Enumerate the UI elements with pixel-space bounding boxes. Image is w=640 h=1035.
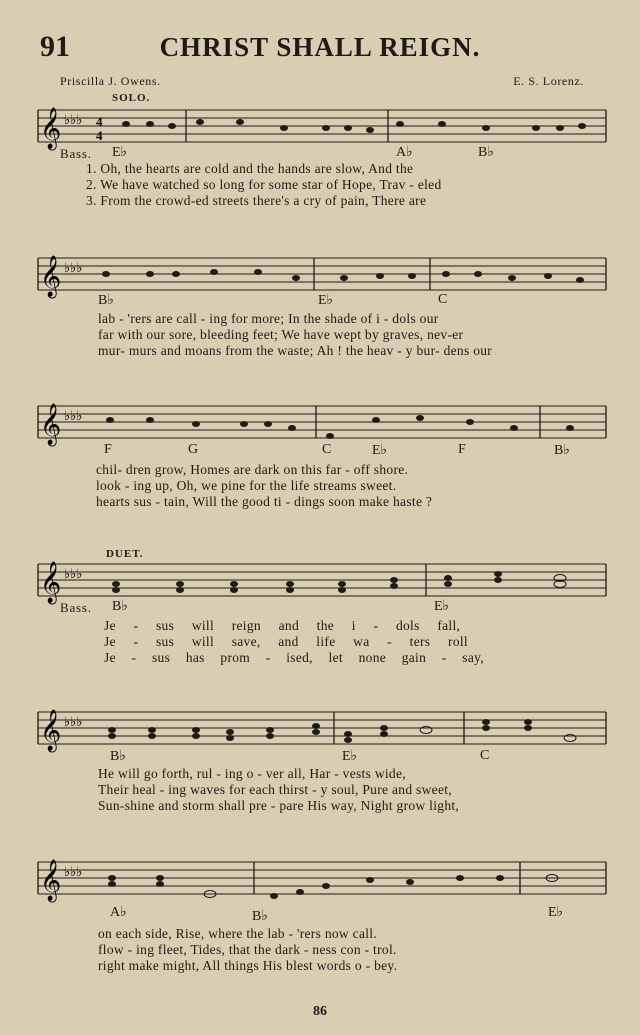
lyric-verse-1: chil- dren grow, Homes are dark on this far - off shore. [96,462,409,477]
chord-symbol: A♭ [110,905,127,920]
lyric-verse-2: Their heal - ing waves for each thirst - y soul, Pure and sweet, [98,782,452,797]
solo-label: SOLO. [112,92,151,104]
chord-symbol: B♭ [112,599,128,614]
chord-symbol: B♭ [554,443,570,458]
chord-symbol: E♭ [434,599,450,614]
lyric-verse-2: look - ing up, Oh, we pine for the life streams sweet. [96,478,397,493]
svg-text:4: 4 [96,128,103,143]
chord-symbol: G [188,442,199,457]
bass-label: Bass. [60,146,92,161]
lyric-verse-2: 2. We have watched so long for some star of Hope, Trav - eled [86,177,442,192]
key-signature-flats-icon: ♭♭♭ [64,261,83,276]
staff-1 [0,104,640,154]
chord-symbol: C [480,748,490,763]
staff-6 [0,858,640,910]
chord-symbol: F [458,442,466,457]
treble-clef-icon: 𝄞 [40,108,62,149]
chord-symbol: B♭ [252,909,268,924]
chord-symbol: E♭ [548,905,564,920]
key-signature-flats-icon: ♭♭♭ [64,567,83,582]
lyric-verse-2: flow - ing fleet, Tides, that the dark - ness con - trol. [98,942,397,957]
author-credit: Priscilla J. Owens. [60,74,161,88]
chord-symbol: C [438,292,448,307]
page-number: 86 [313,1004,327,1019]
chord-symbol: F [104,442,112,457]
staff-3 [0,402,640,452]
lyric-verse-1: 1. Oh, the hearts are cold and the hands are slow, And the [86,161,414,176]
key-signature-flats-icon: ♭♭♭ [64,715,83,730]
lyric-verse-3: mur- murs and moans from the waste; Ah ! the heav - y bur- dens our [98,343,493,358]
lyric-verse-1: on each side, Rise, where the lab - 'rers now call. [98,926,378,941]
staff-4 [0,560,640,610]
treble-clef-icon: 𝄞 [40,256,62,297]
lyric-verse-2: Je - sus will save, and life wa - ters roll [104,634,468,649]
treble-clef-icon: 𝄞 [40,710,62,751]
lyric-verse-2: far with our sore, bleeding feet; We have wept by graves, nev-er [98,327,464,342]
chord-symbol: B♭ [98,293,114,308]
treble-clef-icon: 𝄞 [40,404,62,445]
hymn-title: CHRIST SHALL REIGN. [159,32,481,62]
time-signature-icon: 4 [96,114,103,129]
chord-symbol: E♭ [112,145,128,160]
composer-credit: E. S. Lorenz. [513,74,584,88]
lyric-verse-1: Je - sus will reign and the i - dols fall, [104,618,461,633]
lyric-verse-3: 3. From the crowd-ed streets there's a cry of pain, There are [86,193,427,208]
chord-symbol: E♭ [372,443,388,458]
bass-label: Bass. [60,600,92,615]
treble-clef-icon: 𝄞 [40,562,62,603]
lyric-verse-3: Je - sus has prom - ised, let none gain - say, [104,650,484,665]
chord-symbol: B♭ [478,145,494,160]
duet-label: DUET. [106,548,144,560]
lyric-verse-3: right make might, All things His blest words o - bey. [98,958,398,973]
chord-symbol: A♭ [396,145,413,160]
lyric-verse-3: Sun-shine and storm shall pre - pare His way, Night grow light, [98,798,460,813]
chord-symbol: E♭ [342,749,358,764]
lyric-verse-1: He will go forth, rul - ing o - ver all, Har - vests wide, [98,766,406,781]
hymn-number: 91 [40,30,70,63]
chord-symbol: E♭ [318,293,334,308]
treble-clef-icon: 𝄞 [40,860,62,901]
staff-5 [0,708,640,758]
key-signature-flats-icon: ♭♭♭ [64,865,83,880]
lyric-verse-1: lab - 'rers are call - ing for more; In the shade of i - dols our [98,311,439,326]
chord-symbol: B♭ [110,749,126,764]
key-signature-flats-icon: ♭♭♭ [64,409,83,424]
lyric-verse-3: hearts sus - tain, Will the good ti - dings soon make haste ? [96,494,433,509]
key-signature-flats-icon: ♭♭♭ [64,113,83,128]
chord-symbol: C [322,442,332,457]
